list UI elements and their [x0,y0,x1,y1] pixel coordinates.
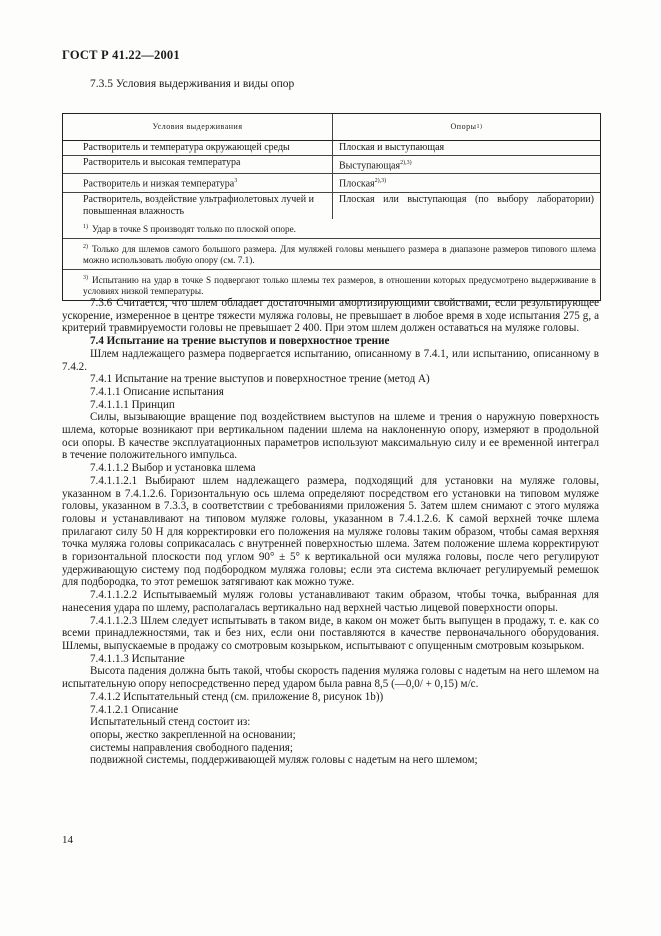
body-text [62,297,599,767]
footnote-ref: 2),3) [400,160,412,166]
support-text: Плоская [339,178,375,190]
table-header-row [63,114,600,141]
paragraph: 7.4.1.1.2.3 Шлем следует испытывать в таком виде, в каком он может быть выпущен в продажу, т. е. как со всеми принадлежностями, так и без них, если они поставляются в качестве первоначального оборудования. Шлемы, выпускаемые в продажу со смотровым козырьком, испытывают с опущенным смотровым козырьком. [62,614,599,652]
page-number: 14 [62,834,73,846]
support-text: Выступающая [339,160,401,172]
conditions-table [62,113,601,301]
footnote-mark: 3) [83,274,88,281]
paragraph: 7.4.1.1.1 Принцип [90,398,175,411]
paragraph: 7.4.1.1.2 Выбор и установка шлема [90,462,256,475]
table-row [63,174,600,192]
footnote-mark: 1) [83,223,88,230]
section-title: 7.3.5 Условия выдерживания и виды опор [90,78,295,90]
support-cell [333,141,600,155]
paragraph: 7.4.1 Испытание на трение выступов и поверхностное трение (метод А) [90,373,430,386]
footnote-mark: 2) [83,243,88,250]
paragraph: системы направления свободного падения; [90,741,293,754]
footnote-text: Испытанию на удар в точке S подвергают только шлемы тех размеров, в отношении которых предусмотрено выдерживание в условиях низкой температуры. [83,274,596,296]
footnote-ref: 2),3) [374,178,387,185]
footnote-text: Только для шлемов самого большого размера. Для муляжей головы меньшего размера в диапазоне размеров типового шлема можно использовать любую опору (см. 7.1). [83,243,596,265]
paragraph: 7.4.1.1 Описание испытания [90,385,224,398]
support-text: Плоская или выступающая (по выбору лаборатории) [339,193,594,205]
document-header: ГОСТ Р 41.22—2001 [62,48,180,62]
condition-text: Растворитель и низкая температура [83,178,235,190]
paragraph: 7.4.1.1.2.1 Выбирают шлем надлежащего размера, подходящий для установки на муляже головы, указанном в 7.4.1.2.6. Горизонтальную ось шлема определяют посредством его установки на типовом муляже головы, указанном в 7.3.3, в соответствии с требованиями приложения 5. Затем шлем снимают с этого муляжа головы и устанавливают на типовом муляже головы, указанном в 7.4.1.2.6. К самой верхней точке шлема прилагают силу 50 Н для корректировки его положения на муляже головы таким образом, чтобы самая верхняя точка муляжа головы соприкасалась с внутренней поверхностью шлема. Затем положение шлема корректируют в горизонтальной плоскости под углом 90° ± 5° к вертикальной оси муляжа головы, после чего регулируют удерживающую систему под подбородком муляжа головы; если эта система включает регулируемый ремешок для подбородка, то этот ремешок затягивают как можно туже. [62,474,599,589]
footnote-ref: 1) [476,124,483,130]
table-footnote [63,270,600,300]
condition-cell [63,156,333,173]
paragraph: 7.4.1.2 Испытательный стенд (см. приложение 8, рисунок 1b)) [90,690,384,703]
section-heading: 7.4 Испытание на трение выступов и поверхностное трение [90,335,390,348]
support-cell [333,193,600,219]
paragraph: 7.4.1.1.3 Испытание [90,652,185,665]
table-header-supports-label: Опоры [450,122,477,131]
paragraph: Силы, вызывающие вращение под воздействием выступов на шлеме и трения о наружную поверхность шлема, которые возникают при вертикальном падении шлема на наклоненную опору, измеряют в продольной оси опоры. В качестве эксплуатационных параметров используют максимальную силу и ее временной интеграл в течение положительного импульса. [62,411,599,462]
condition-cell [63,193,333,219]
table-footnote [63,239,600,270]
condition-cell [63,174,333,191]
paragraph: Шлем надлежащего размера подвергается испытанию, описанному в 7.4.1, или испытанию, описанному в 7.4.2. [62,347,599,373]
paragraph: 7.4.1.2.1 Описание [90,703,179,716]
condition-cell [63,141,333,155]
table-row [63,193,600,219]
condition-text: Растворитель и высокая температура [83,157,241,168]
paragraph: опоры, жестко закрепленной на основании; [90,728,296,741]
table-header-supports [333,114,600,140]
footnote-text: Удар в точке S производят только по плоской опоре. [92,223,296,234]
support-cell [333,156,600,173]
paragraph: Испытательный стенд состоит из: [90,716,251,729]
paragraph: подвижной системы, поддерживающей муляж головы с надетым на него шлемом; [90,754,478,767]
paragraph: Высота падения должна быть такой, чтобы скорость падения муляжа головы с надетым на него шлемом на испытательную опору непосредственно перед ударом была равна 8,5 (—0,0/ + 0,15) м/с. [62,665,599,691]
table-header-conditions: Условия выдерживания [63,114,333,140]
table-footnotes [63,219,600,300]
paragraph: 7.3.6 Считается, что шлем обладает достаточными амортизирующими свойствами, если результирующее ускорение, измеренное в центре тяжести муляжа головы, не превышает в любое время в ходе испытания 275 g, а критерий травмируемости головы не превышает 2 400. При этом шлем должен оставаться на муляже головы. [62,297,599,335]
table-row [63,141,600,156]
footnote-ref: 3 [234,178,238,185]
table-footnote [63,219,600,239]
support-cell [333,174,600,191]
support-text: Плоская и выступающая [339,142,445,153]
table-row [63,156,600,174]
condition-text: Растворитель, воздействие ультрафиолетовых лучей и повышенная влажность [83,193,314,217]
paragraph: 7.4.1.1.2.2 Испытываемый муляж головы устанавливают таким образом, чтобы точка, выбранная для нанесения удара по шлему, располагалась вертикально над верхней частью лицевой поверхности опоры. [62,589,599,614]
condition-text: Растворитель и температура окружающей среды [83,142,290,153]
